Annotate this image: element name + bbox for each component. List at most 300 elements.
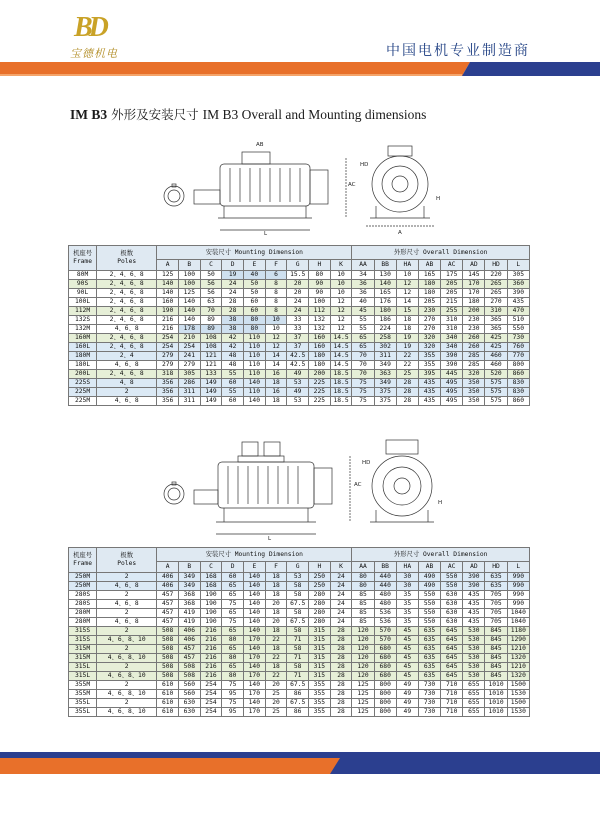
table-cell: 2、4、6、8 [97,271,157,280]
table-cell: 58 [287,663,309,672]
table-row [69,343,530,352]
table-cell: 655 [463,699,485,708]
table-cell: 356 [157,388,179,397]
table-cell: 1210 [507,645,529,654]
table-cell: 170 [244,654,266,663]
table-cell: 40 [352,298,374,307]
table-cell: 75 [222,600,244,609]
table-cell: 355 [418,352,440,361]
table-cell: 55 [222,388,244,397]
table-cell: 508 [157,636,179,645]
table-cell: 4、6、8 [97,397,157,406]
title-code: IM B3 [70,107,108,122]
col-frame: 机座号 Frame [69,246,97,271]
table-cell: 95 [222,708,244,717]
table-cell: 270 [418,316,440,325]
table-cell: 560 [178,690,200,699]
table-row [69,609,530,618]
table-cell: 1040 [507,618,529,627]
table-cell: 67.5 [287,699,309,708]
table-cell: 55 [352,325,374,334]
table-cell: 2 [97,591,157,600]
table-cell: 215 [441,298,463,307]
table-cell: 165 [374,289,396,298]
table-cell: 18 [265,582,287,591]
table-cell: 56 [200,280,222,289]
table-cell: 149 [200,388,222,397]
table-cell: 508 [178,663,200,672]
table-cell: 216 [157,325,179,334]
table-cell: 58 [287,627,309,636]
table-cell: 1040 [507,609,529,618]
table-cell: 110 [244,352,266,361]
col-header-h: H [309,562,331,573]
col-header-d: D [222,562,244,573]
table-cell: 2、4、6、8 [97,298,157,307]
table-cell: 845 [485,627,507,636]
table-cell: 28 [330,699,352,708]
table-cell: 2 [97,609,157,618]
dim-label-h: H [436,196,441,202]
table-cell: 86 [287,708,309,717]
table-cell: 90L [69,289,97,298]
table-cell: 90S [69,280,97,289]
table-cell: 45 [396,636,418,645]
table-cell: 14.5 [330,334,352,343]
table-cell: 508 [157,654,179,663]
table-cell: 120 [352,636,374,645]
col-frame: 机座号 Frame [69,548,97,573]
table-cell: 1320 [507,672,529,681]
table-cell: 560 [178,681,200,690]
brand-logo [70,14,134,62]
table-cell: 28 [330,681,352,690]
table-cell: 121 [200,352,222,361]
table-cell: 140 [244,609,266,618]
table-cell: 8 [265,307,287,316]
table-cell: 315S [69,627,97,636]
table-cell: 830 [507,379,529,388]
table-cell: 230 [463,316,485,325]
table-cell: 510 [507,316,529,325]
table-cell: 2、4、6、8 [97,307,157,316]
table-cell: 12 [396,289,418,298]
table-cell: 280S [69,591,97,600]
table-cell: 160 [309,343,331,352]
table-cell: 4、6、8、10 [97,708,157,717]
table-cell: 8 [265,289,287,298]
table-cell: 480 [374,591,396,600]
table-cell: 75 [352,388,374,397]
table-cell: 530 [463,636,485,645]
table-cell: 28 [330,627,352,636]
table-cell: 425 [485,343,507,352]
table-cell: 435 [463,618,485,627]
table-cell: 490 [418,573,440,582]
table-cell: 310 [485,307,507,316]
table-cell: 4、6、8 [97,600,157,609]
table-cell: 110 [244,370,266,379]
table-cell: 45 [396,663,418,672]
table-cell: 65 [222,591,244,600]
table-cell: 445 [441,370,463,379]
table-cell: 390 [463,582,485,591]
group-mounting: 安装尺寸 Mounting Dimension [157,548,352,562]
table-cell: 205 [441,289,463,298]
table-cell: 635 [418,672,440,681]
table-cell: 71 [287,672,309,681]
table-row [69,298,530,307]
title-english: IM B3 Overall and Mounting dimensions [202,107,427,122]
table-cell: 85 [352,618,374,627]
table-cell: 390 [507,289,529,298]
table-cell: 1530 [507,690,529,699]
table-cell: 265 [485,289,507,298]
table-cell: 250 [309,582,331,591]
table-cell: 18.5 [330,397,352,406]
table-cell: 108 [200,334,222,343]
table-cell: 258 [374,334,396,343]
table-cell: 25 [396,370,418,379]
table-cell: 645 [441,627,463,636]
header-slogan: 中国电机专业制造商 [386,43,530,59]
table-cell: 48 [222,361,244,370]
table-cell: 320 [418,343,440,352]
table-cell: 630 [441,618,463,627]
table-cell: 1320 [507,654,529,663]
table-cell: 495 [441,379,463,388]
table-cell: 630 [441,591,463,600]
table-cell: 530 [463,663,485,672]
table-cell: 28 [222,298,244,307]
table-cell: 285 [463,352,485,361]
table-row [69,316,530,325]
table-cell: 1290 [507,636,529,645]
table-cell: 570 [374,627,396,636]
table-cell: 16 [265,370,287,379]
col-header-l: L [507,260,529,271]
table-row [69,334,530,343]
table-cell: 4、6、8 [97,582,157,591]
table-cell: 140 [157,280,179,289]
table-cell: 279 [157,352,179,361]
table-cell: 18.5 [330,379,352,388]
table-cell: 610 [157,681,179,690]
table-cell: 210 [178,334,200,343]
table-cell: 363 [374,370,396,379]
table-cell: 575 [485,388,507,397]
dim-label-h-2: H [438,500,443,506]
table-cell: 80M [69,271,97,280]
table-cell: 254 [178,343,200,352]
table-cell: 990 [507,600,529,609]
table-cell: 635 [418,645,440,654]
table-cell: 1500 [507,681,529,690]
table-cell: 216 [200,636,222,645]
table-cell: 170 [244,690,266,699]
table-cell: 4、6、8、10 [97,672,157,681]
table-cell: 310 [441,316,463,325]
table-cell: 280 [309,600,331,609]
table-cell: 225S [69,379,97,388]
col-header-d: D [222,260,244,271]
table-cell: 120 [352,645,374,654]
table-cell: 4、6、8 [97,618,157,627]
table-cell: 470 [507,307,529,316]
table-cell: 140 [244,681,266,690]
table-cell: 140 [244,645,266,654]
col-header-g: G [287,562,309,573]
table-cell: 53 [287,379,309,388]
col-header-ad: AD [463,260,485,271]
table-row [69,600,530,609]
table-cell: 225M [69,388,97,397]
table-cell: 121 [200,361,222,370]
table-cell: 550 [507,325,529,334]
table-cell: 375 [374,397,396,406]
table-cell: 10 [396,271,418,280]
table-cell: 175 [441,271,463,280]
dim-label-ab: AB [256,142,264,148]
table-cell: 320 [418,334,440,343]
table-cell: 635 [418,636,440,645]
table-cell: 770 [507,352,529,361]
table-cell: 140 [244,397,266,406]
table-cell: 89 [200,325,222,334]
table-cell: 49 [396,699,418,708]
table-cell: 550 [418,600,440,609]
table-cell: 457 [178,654,200,663]
table-cell: 12 [265,334,287,343]
table-row [69,573,530,582]
table-cell: 680 [374,672,396,681]
table-cell: 2、4、6、8 [97,334,157,343]
table-cell: 435 [418,388,440,397]
table-cell: 24 [330,573,352,582]
table-cell: 315 [309,645,331,654]
table-cell: 4、6、8、10 [97,636,157,645]
table-cell: 50 [244,280,266,289]
table-cell: 140 [244,379,266,388]
table-cell: 349 [374,379,396,388]
table-cell: 42 [222,343,244,352]
table-cell: 860 [507,370,529,379]
table-cell: 406 [157,573,179,582]
table-cell: 53 [287,397,309,406]
table-cell: 80 [244,325,266,334]
table-cell: 110 [244,343,266,352]
table-cell: 349 [178,582,200,591]
table-cell: 635 [418,663,440,672]
table-row [69,280,530,289]
table-cell: 20 [287,280,309,289]
table-cell: 90 [309,280,331,289]
table-cell: 205 [441,280,463,289]
table-cell: 19 [396,334,418,343]
table-cell: 355 [309,690,331,699]
table-cell: 340 [441,334,463,343]
table-cell: 419 [178,609,200,618]
table-cell: 80 [244,316,266,325]
table-cell: 12 [396,280,418,289]
table-row [69,672,530,681]
col-header-ab: AB [418,562,440,573]
table-cell: 28 [222,307,244,316]
table-row [69,379,530,388]
table-cell: 60 [244,298,266,307]
table-cell: 845 [485,645,507,654]
table-cell: 140 [244,699,266,708]
col-header-k: K [330,260,352,271]
table-cell: 40 [244,271,266,280]
col-header-a: A [157,260,179,271]
table-cell: 180 [463,298,485,307]
table-cell: 140 [157,289,179,298]
table-cell: 48 [222,352,244,361]
table-cell: 12 [330,316,352,325]
table-cell: 18 [265,663,287,672]
table-cell: 2 [97,573,157,582]
table-cell: 457 [157,600,179,609]
table-cell: 85 [352,600,374,609]
col-header-aa: AA [352,562,374,573]
table-cell: 178 [178,325,200,334]
table-cell: 225 [309,388,331,397]
table-cell: 419 [178,618,200,627]
col-header-f: F [265,260,287,271]
table-cell: 24 [330,609,352,618]
table-cell: 35 [396,618,418,627]
table-row [69,289,530,298]
table-cell: 205 [418,298,440,307]
table-cell: 14.5 [330,343,352,352]
table-cell: 1500 [507,699,529,708]
table-cell: 216 [200,627,222,636]
table-cell: 280 [309,609,331,618]
table-cell: 100 [309,298,331,307]
table-cell: 120 [352,663,374,672]
table-cell: 10 [265,316,287,325]
table-cell: 550 [418,609,440,618]
table-row [69,708,530,717]
table-cell: 350 [463,397,485,406]
table-cell: 845 [485,672,507,681]
table-cell: 680 [374,645,396,654]
table-cell: 28 [330,672,352,681]
logo-mark: BD [74,12,105,43]
table-cell: 18 [265,397,287,406]
table-cell: 440 [374,573,396,582]
table-cell: 100 [178,280,200,289]
table-cell: 4、6、8、10 [97,690,157,699]
table-cell: 86 [287,690,309,699]
table-cell: 14 [265,361,287,370]
table-cell: 645 [441,672,463,681]
table-cell: 140 [244,582,266,591]
table-cell: 508 [157,672,179,681]
table-cell: 1180 [507,627,529,636]
table-cell: 25 [265,690,287,699]
col-header-g: G [287,260,309,271]
table-cell: 250 [309,573,331,582]
table-cell: 36 [352,280,374,289]
table-cell: 55 [352,316,374,325]
table-cell: 140 [244,618,266,627]
table-cell: 241 [178,352,200,361]
table-cell: 65 [222,645,244,654]
table-cell: 480 [374,600,396,609]
table-cell: 550 [418,591,440,600]
table-cell: 18 [396,325,418,334]
table-cell: 315 [309,636,331,645]
table-cell: 45 [396,672,418,681]
table-cell: 125 [352,690,374,699]
table-cell: 85 [352,609,374,618]
table-cell: 63 [200,298,222,307]
table-cell: 168 [200,582,222,591]
table-cell: 315L [69,663,97,672]
table-cell: 4、8 [97,379,157,388]
table-cell: 18 [265,645,287,654]
footer-color-band [0,752,600,774]
table-cell: 70 [352,370,374,379]
table-cell: 89 [200,316,222,325]
table-cell: 2、4、6、8 [97,370,157,379]
dim-label-ac: AC [348,182,356,188]
logo-chinese-name: 宝德机电 [70,47,118,60]
table-cell: 14 [265,352,287,361]
table-cell: 495 [441,397,463,406]
table-cell: 305 [178,370,200,379]
table-cell: 520 [485,370,507,379]
table-cell: 360 [507,280,529,289]
table-cell: 390 [441,352,463,361]
table-cell: 368 [178,591,200,600]
table-cell: 45 [352,307,374,316]
dim-label-ac-2: AC [354,482,362,488]
table-row [69,397,530,406]
col-header-b: B [178,260,200,271]
table-cell: 1530 [507,708,529,717]
table-cell: 95 [222,690,244,699]
table-cell: 460 [485,352,507,361]
table-cell: 280 [309,618,331,627]
col-header-c: C [200,562,222,573]
table-cell: 140 [178,298,200,307]
table-cell: 140 [244,591,266,600]
table-cell: 120 [352,654,374,663]
table-cell: 570 [374,636,396,645]
table-cell: 65 [352,343,374,352]
table-cell: 34 [352,271,374,280]
table-cell: 20 [265,600,287,609]
table-cell: 140 [244,627,266,636]
table-cell: 70 [200,307,222,316]
table-cell: 60 [222,573,244,582]
table-cell: 67.5 [287,600,309,609]
table-cell: 18.5 [330,388,352,397]
table-cell: 860 [507,397,529,406]
table-cell: 530 [463,645,485,654]
table-cell: 60 [244,307,266,316]
table-cell: 365 [485,325,507,334]
table-row [69,325,530,334]
table-cell: 53 [287,573,309,582]
table-cell: 18 [265,573,287,582]
table-cell: 710 [441,690,463,699]
table-cell: 285 [463,361,485,370]
table-cell: 349 [374,361,396,370]
